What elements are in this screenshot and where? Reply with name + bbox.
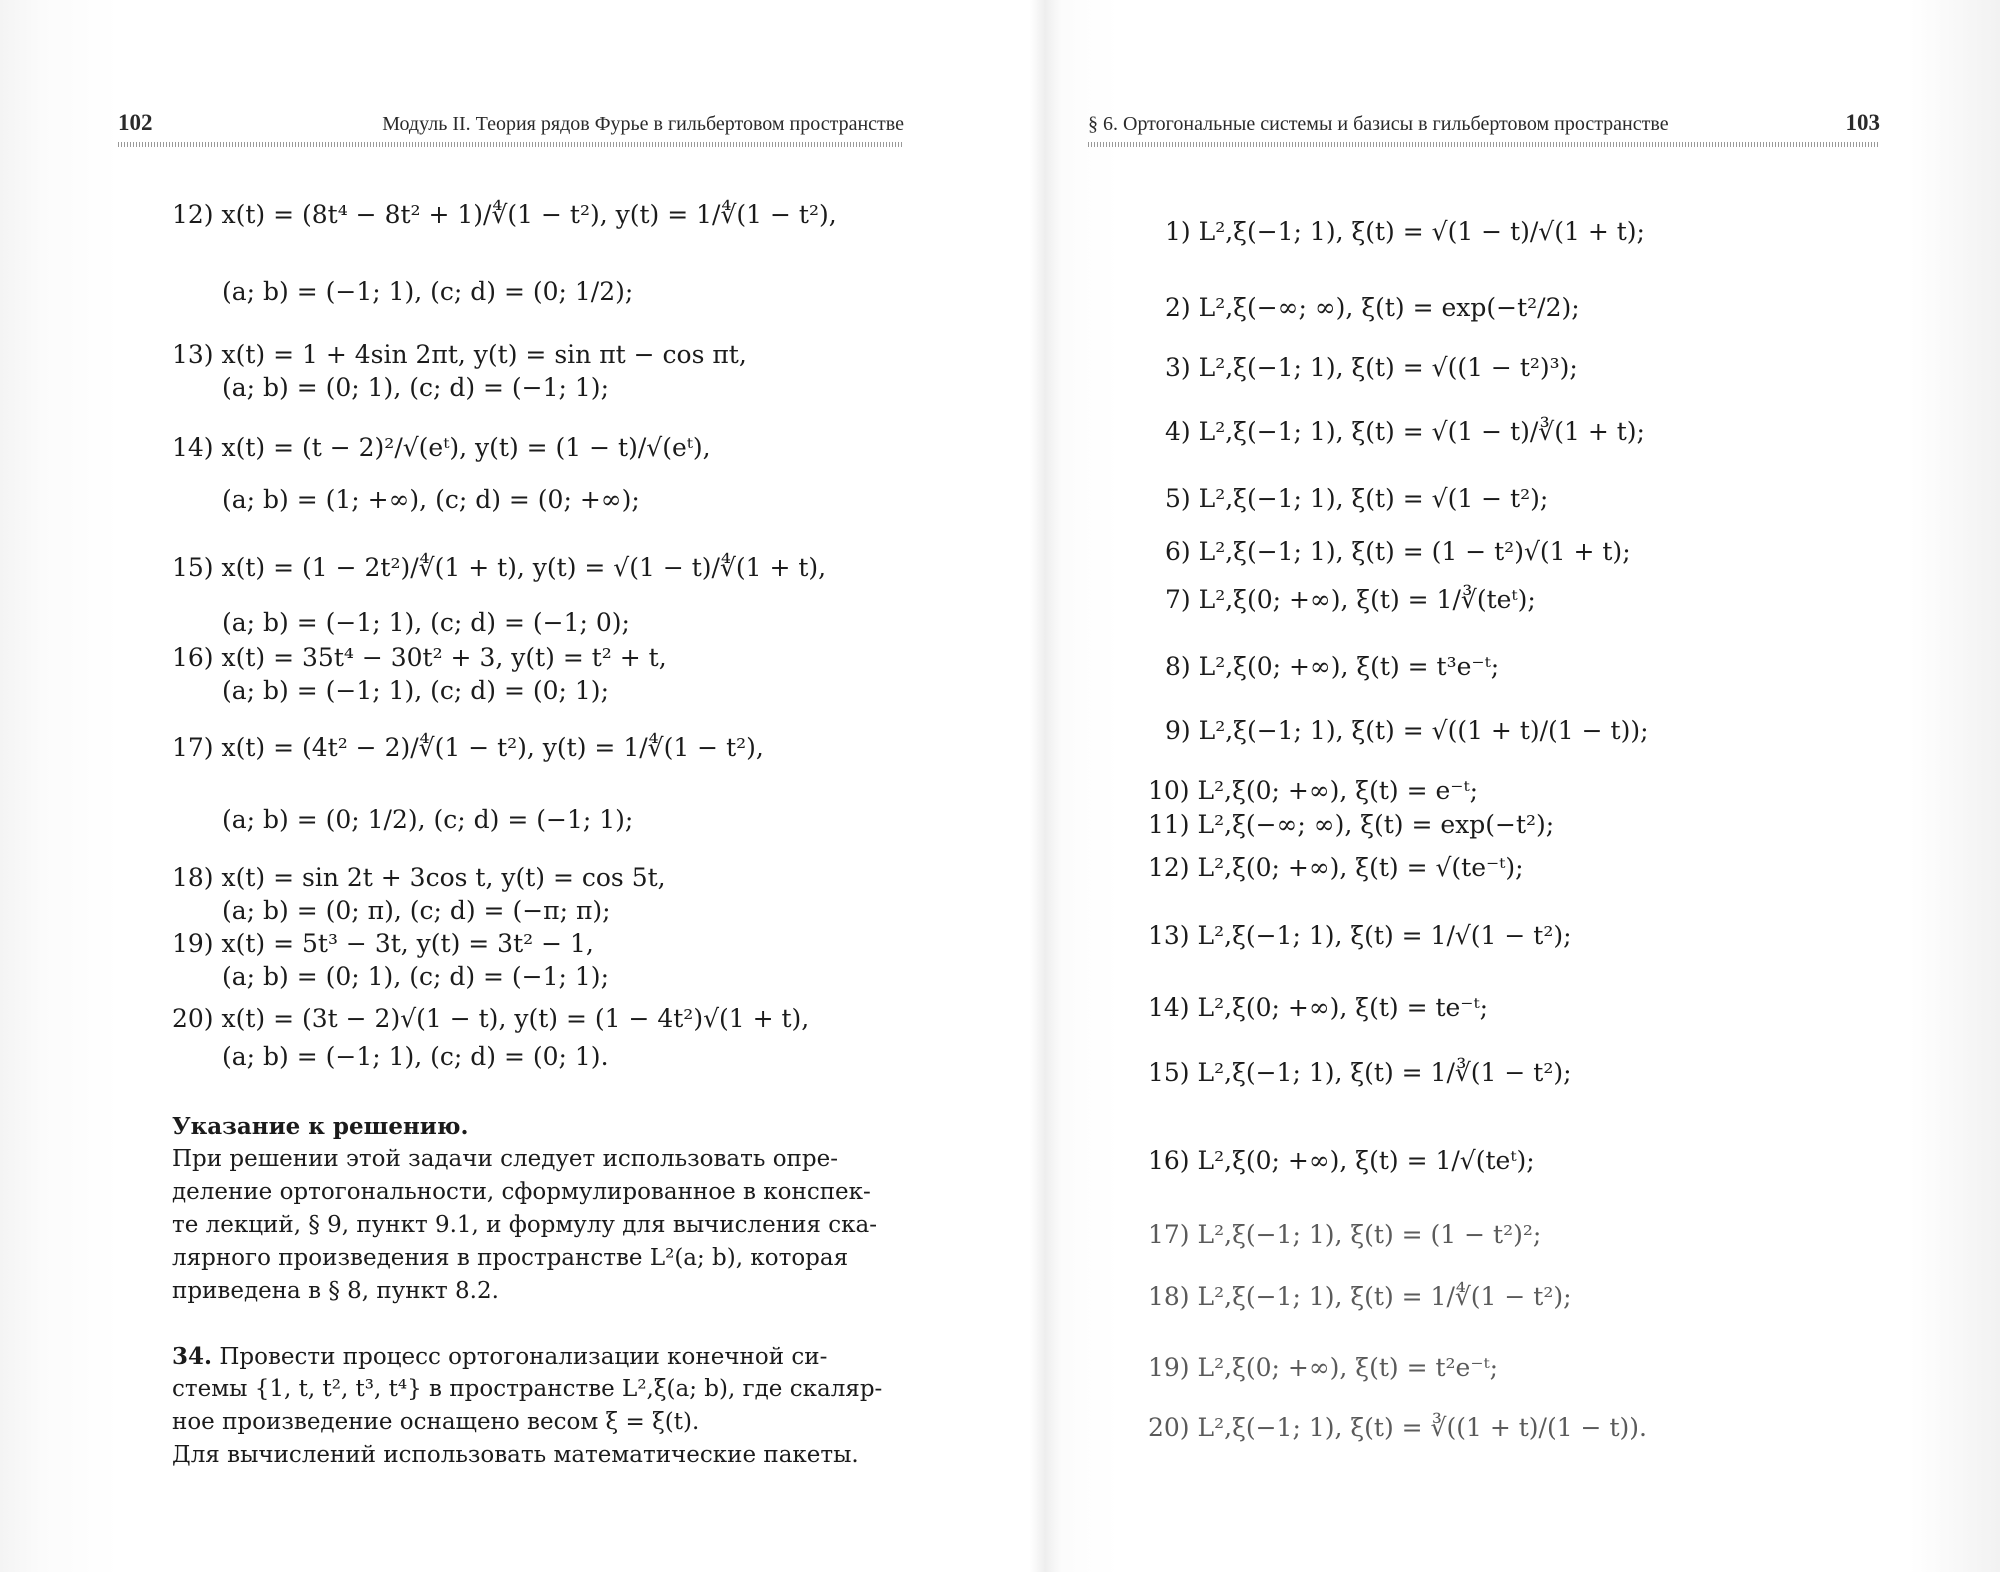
weight-item-10: 10) L²,ξ(0; +∞), ξ(t) = e⁻ᵗ;: [1148, 776, 1479, 805]
exercise-14-range: (a; b) = (1; +∞), (c; d) = (0; +∞);: [222, 485, 640, 514]
exercise-19-range: (a; b) = (0; 1), (c; d) = (−1; 1);: [222, 962, 609, 991]
left-page-header: [118, 110, 904, 150]
hint-title: Указание к решению.: [172, 1113, 469, 1140]
right-page-number: 103: [1845, 110, 1880, 135]
task-34-first-line: [172, 1340, 827, 1374]
weight-item-4: 4) L²,ξ(−1; 1), ξ(t) = √(1 − t)/∛(1 + t);: [1165, 417, 1645, 446]
weight-item-12: 12) L²,ξ(0; +∞), ξ(t) = √(te⁻ᵗ);: [1148, 853, 1524, 882]
exercise-20-formula: 20) x(t) = (3t − 2)√(1 − t), y(t) = (1 − 4t²)√(1 + t),: [172, 1004, 810, 1033]
exercise-18-formula: 18) x(t) = sin 2t + 3cos t, y(t) = cos 5t,: [172, 863, 666, 892]
exercise-20-range: (a; b) = (−1; 1), (c; d) = (0; 1).: [222, 1042, 609, 1071]
weight-item-20: 20) L²,ξ(−1; 1), ξ(t) = ∛((1 + t)/(1 − t)).: [1148, 1413, 1647, 1442]
weight-item-14: 14) L²,ξ(0; +∞), ξ(t) = te⁻ᵗ;: [1148, 993, 1489, 1022]
exercise-16-range: (a; b) = (−1; 1), (c; d) = (0; 1);: [222, 676, 609, 705]
weight-item-5: 5) L²,ξ(−1; 1), ξ(t) = √(1 − t²);: [1165, 484, 1549, 513]
exercise-14-formula: 14) x(t) = (t − 2)²/√(eᵗ), y(t) = (1 − t)/√(eᵗ),: [172, 433, 711, 462]
exercise-17-formula: 17) x(t) = (4t² − 2)/∜(1 − t²), y(t) = 1/∜(1 − t²),: [172, 733, 764, 762]
weight-item-6: 6) L²,ξ(−1; 1), ξ(t) = (1 − t²)√(1 + t);: [1165, 537, 1631, 566]
weight-item-13: 13) L²,ξ(−1; 1), ξ(t) = 1/√(1 − t²);: [1148, 921, 1572, 950]
exercise-17-range: (a; b) = (0; 1/2), (c; d) = (−1; 1);: [222, 805, 634, 834]
exercise-15-formula: 15) x(t) = (1 − 2t²)/∜(1 + t), y(t) = √(1 − t)/∜(1 + t),: [172, 553, 827, 582]
weight-item-17: 17) L²,ξ(−1; 1), ξ(t) = (1 − t²)²;: [1148, 1220, 1542, 1249]
weight-item-9: 9) L²,ξ(−1; 1), ξ(t) = √((1 + t)/(1 − t));: [1165, 716, 1649, 745]
task-34-number: 34.: [172, 1343, 213, 1370]
header-rule: [1088, 142, 1880, 147]
task-34-line: Для вычислений использовать математические пакеты.: [172, 1442, 859, 1468]
exercise-12-formula: 12) x(t) = (8t⁴ − 8t² + 1)/∜(1 − t²), y(t) = 1/∜(1 − t²),: [172, 200, 837, 229]
exercise-19-formula: 19) x(t) = 5t³ − 3t, y(t) = 3t² − 1,: [172, 929, 594, 958]
weight-item-2: 2) L²,ξ(−∞; ∞), ξ(t) = exp(−t²/2);: [1165, 293, 1580, 322]
weight-item-7: 7) L²,ξ(0; +∞), ξ(t) = 1/∛(teᵗ);: [1165, 585, 1536, 614]
weight-item-11: 11) L²,ξ(−∞; ∞), ξ(t) = exp(−t²);: [1148, 810, 1555, 839]
weight-item-1: 1) L²,ξ(−1; 1), ξ(t) = √(1 − t)/√(1 + t);: [1165, 217, 1645, 246]
hint-line: лярного произведения в пространстве L²(a; b), которая: [172, 1245, 849, 1271]
weight-item-18: 18) L²,ξ(−1; 1), ξ(t) = 1/∜(1 − t²);: [1148, 1282, 1572, 1311]
task-34-text: Провести процесс ортогонализации конечной си-: [212, 1344, 828, 1370]
left-running-head: Модуль II. Теория рядов Фурье в гильбертовом пространстве: [382, 113, 904, 135]
header-rule: [118, 142, 904, 147]
weight-item-3: 3) L²,ξ(−1; 1), ξ(t) = √((1 − t²)³);: [1165, 353, 1578, 382]
exercise-13-range: (a; b) = (0; 1), (c; d) = (−1; 1);: [222, 373, 609, 402]
weight-item-15: 15) L²,ξ(−1; 1), ξ(t) = 1/∛(1 − t²);: [1148, 1058, 1572, 1087]
task-34-line: стемы {1, t, t², t³, t⁴} в пространстве L²,ξ(a; b), где скаляр-: [172, 1376, 883, 1402]
left-page-number: 102: [118, 110, 153, 135]
exercise-18-range: (a; b) = (0; π), (c; d) = (−π; π);: [222, 896, 611, 925]
weight-item-8: 8) L²,ξ(0; +∞), ξ(t) = t³e⁻ᵗ;: [1165, 652, 1500, 681]
hint-line: При решении этой задачи следует использовать опре-: [172, 1146, 838, 1172]
hint-line: приведена в § 8, пункт 8.2.: [172, 1278, 499, 1304]
exercise-12-range: (a; b) = (−1; 1), (c; d) = (0; 1/2);: [222, 277, 634, 306]
hint-line: те лекций, § 9, пункт 9.1, и формулу для вычисления ска-: [172, 1212, 877, 1238]
exercise-15-range: (a; b) = (−1; 1), (c; d) = (−1; 0);: [222, 608, 630, 637]
right-page: [1000, 0, 2000, 1572]
right-page-header: [1088, 110, 1880, 150]
exercise-13-formula: 13) x(t) = 1 + 4sin 2πt, y(t) = sin πt − cos πt,: [172, 340, 747, 369]
right-running-head: § 6. Ортогональные системы и базисы в гильбертовом пространстве: [1088, 113, 1669, 135]
task-34-line: ное произведение оснащено весом ξ = ξ(t).: [172, 1409, 700, 1435]
hint-line: деление ортогональности, сформулированное в конспек-: [172, 1179, 871, 1205]
weight-item-16: 16) L²,ξ(0; +∞), ξ(t) = 1/√(teᵗ);: [1148, 1146, 1535, 1175]
exercise-16-formula: 16) x(t) = 35t⁴ − 30t² + 3, y(t) = t² + t,: [172, 643, 667, 672]
weight-item-19: 19) L²,ξ(0; +∞), ξ(t) = t²e⁻ᵗ;: [1148, 1353, 1499, 1382]
